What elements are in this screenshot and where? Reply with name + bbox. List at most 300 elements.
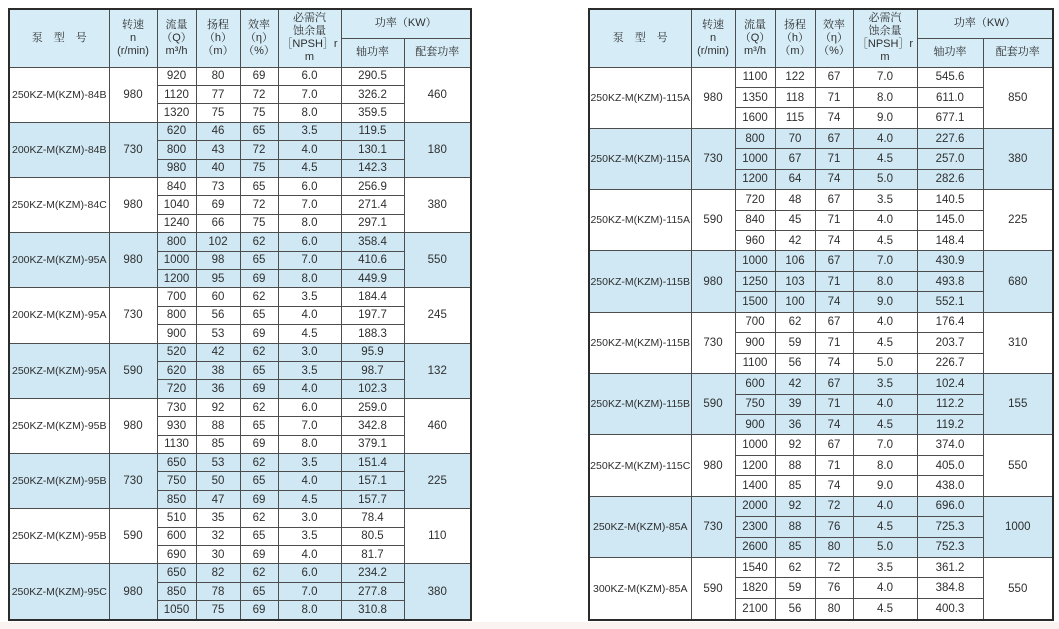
cell-speed: 590	[109, 343, 157, 398]
cell-eff: 75	[240, 214, 278, 232]
col-header-head: 扬程 （h） （m）	[775, 9, 815, 67]
cell-model: 250KZ-M(KZM)-115A	[589, 128, 691, 189]
cell-shaft-power: 677.1	[917, 108, 983, 128]
cell-npsh: 3.0	[278, 509, 341, 527]
cell-flow: 1540	[735, 558, 775, 578]
cell-model: 250KZ-M(KZM)-84B	[9, 67, 109, 122]
cell-head: 92	[775, 435, 815, 455]
cell-eff: 75	[240, 104, 278, 122]
cell-npsh: 7.0	[853, 67, 917, 87]
cell-eff: 71	[815, 394, 853, 414]
cell-flow: 930	[157, 417, 196, 435]
cell-flow: 600	[735, 374, 775, 394]
cell-shaft-power: 112.2	[917, 394, 983, 414]
cell-eff: 76	[815, 578, 853, 598]
cell-eff: 71	[815, 87, 853, 107]
cell-shaft-power: 361.2	[917, 558, 983, 578]
cell-speed: 590	[691, 374, 735, 435]
cell-head: 39	[775, 394, 815, 414]
cell-npsh: 8.0	[278, 214, 341, 232]
cell-speed: 980	[691, 435, 735, 496]
cell-flow: 700	[157, 288, 196, 306]
cell-npsh: 5.0	[853, 169, 917, 189]
cell-shaft-power: 297.1	[341, 214, 404, 232]
cell-flow: 700	[735, 312, 775, 332]
cell-flow: 1000	[735, 149, 775, 169]
cell-shaft-power: 176.4	[917, 312, 983, 332]
cell-head: 40	[196, 159, 240, 177]
cell-flow: 510	[157, 509, 196, 527]
cell-eff: 69	[240, 325, 278, 343]
cell-npsh: 3.5	[278, 362, 341, 380]
cell-eff: 74	[815, 169, 853, 189]
cell-eff: 76	[815, 517, 853, 537]
cell-npsh: 7.0	[278, 196, 341, 214]
cell-eff: 69	[240, 435, 278, 453]
col-header-npsh: 必需汽 蚀余量 ［NPSH］r m	[853, 9, 917, 67]
cell-head: 56	[775, 598, 815, 620]
cell-eff: 62	[240, 233, 278, 251]
cell-npsh: 4.5	[278, 325, 341, 343]
cell-eff: 62	[240, 398, 278, 416]
cell-head: 122	[775, 67, 815, 87]
cell-matched-power: 850	[983, 67, 1053, 128]
cell-head: 62	[775, 312, 815, 332]
cell-npsh: 7.0	[278, 582, 341, 600]
table-row	[589, 312, 1053, 332]
cell-head: 50	[196, 472, 240, 490]
cell-matched-power: 245	[404, 288, 471, 343]
cell-npsh: 4.0	[853, 394, 917, 414]
cell-npsh: 6.0	[278, 177, 341, 195]
cell-npsh: 3.5	[278, 527, 341, 545]
col-header-model: 泵 型 号	[9, 9, 109, 67]
cell-head: 100	[775, 292, 815, 312]
cell-flow: 1820	[735, 578, 775, 598]
table-row	[9, 288, 471, 306]
cell-head: 82	[196, 564, 240, 582]
cell-head: 92	[196, 398, 240, 416]
cell-speed: 730	[109, 122, 157, 177]
cell-flow: 840	[157, 177, 196, 195]
cell-shaft-power: 256.9	[341, 177, 404, 195]
cell-shaft-power: 142.3	[341, 159, 404, 177]
cell-flow: 520	[157, 343, 196, 361]
cell-shaft-power: 140.5	[917, 190, 983, 210]
cell-npsh: 6.0	[278, 564, 341, 582]
cell-npsh: 7.0	[278, 417, 341, 435]
cell-speed: 590	[691, 558, 735, 621]
col-header-power-kw: 功率（KW）	[917, 9, 1053, 38]
cell-npsh: 4.5	[853, 333, 917, 353]
cell-head: 62	[775, 558, 815, 578]
col-header-flow: 流量 （Q） m³/h	[735, 9, 775, 67]
cell-eff: 62	[240, 454, 278, 472]
table-row	[589, 251, 1053, 271]
cell-head: 78	[196, 582, 240, 600]
cell-npsh: 5.0	[853, 353, 917, 373]
cell-head: 46	[196, 122, 240, 140]
cell-eff: 65	[240, 582, 278, 600]
cell-eff: 74	[815, 108, 853, 128]
cell-npsh: 4.0	[278, 141, 341, 159]
cell-flow: 650	[157, 454, 196, 472]
cell-npsh: 8.0	[278, 104, 341, 122]
cell-flow: 1040	[157, 196, 196, 214]
cell-model: 250KZ-M(KZM)-84C	[9, 177, 109, 232]
cell-flow: 1000	[735, 435, 775, 455]
cell-eff: 72	[240, 196, 278, 214]
cell-shaft-power: 184.4	[341, 288, 404, 306]
cell-shaft-power: 81.7	[341, 546, 404, 564]
cell-model: 250KZ-M(KZM)-95B	[9, 398, 109, 453]
cell-eff: 74	[815, 231, 853, 251]
cell-npsh: 4.5	[853, 149, 917, 169]
cell-flow: 600	[157, 527, 196, 545]
header-row-1	[589, 9, 1053, 38]
cell-model: 250KZ-M(KZM)-85A	[589, 496, 691, 557]
cell-head: 59	[775, 333, 815, 353]
cell-shaft-power: 203.7	[917, 333, 983, 353]
cell-eff: 71	[815, 210, 853, 230]
cell-head: 47	[196, 490, 240, 508]
cell-matched-power: 155	[983, 374, 1053, 435]
cell-eff: 65	[240, 122, 278, 140]
cell-head: 70	[775, 128, 815, 148]
cell-npsh: 3.5	[278, 122, 341, 140]
cell-head: 35	[196, 509, 240, 527]
cell-head: 106	[775, 251, 815, 271]
cell-speed: 980	[109, 233, 157, 288]
cell-matched-power: 132	[404, 343, 471, 398]
cell-eff: 69	[240, 546, 278, 564]
cell-head: 53	[196, 325, 240, 343]
cell-head: 75	[196, 104, 240, 122]
cell-flow: 1050	[157, 601, 196, 620]
cell-shaft-power: 130.1	[341, 141, 404, 159]
cell-npsh: 4.5	[853, 231, 917, 251]
cell-head: 45	[775, 210, 815, 230]
cell-npsh: 6.0	[278, 398, 341, 416]
cell-npsh: 8.0	[278, 269, 341, 287]
col-header-model: 泵 型 号	[589, 9, 691, 67]
cell-shaft-power: 95.9	[341, 343, 404, 361]
cell-head: 88	[196, 417, 240, 435]
table-row	[9, 122, 471, 140]
cell-matched-power: 180	[404, 122, 471, 177]
cell-npsh: 4.5	[278, 490, 341, 508]
cell-npsh: 7.0	[278, 85, 341, 103]
cell-flow: 960	[735, 231, 775, 251]
cell-flow: 1250	[735, 271, 775, 291]
cell-flow: 750	[735, 394, 775, 414]
cell-matched-power: 680	[983, 251, 1053, 312]
cell-npsh: 3.0	[278, 343, 341, 361]
cell-head: 69	[196, 196, 240, 214]
cell-flow: 1500	[735, 292, 775, 312]
cell-speed: 730	[691, 312, 735, 373]
cell-flow: 920	[157, 67, 196, 85]
cell-shaft-power: 282.6	[917, 169, 983, 189]
cell-npsh: 3.5	[853, 190, 917, 210]
cell-flow: 900	[735, 414, 775, 434]
cell-shaft-power: 379.1	[341, 435, 404, 453]
cell-shaft-power: 226.7	[917, 353, 983, 373]
cell-head: 48	[775, 190, 815, 210]
cell-matched-power: 1000	[983, 496, 1053, 557]
cell-eff: 72	[815, 496, 853, 516]
table-row	[589, 374, 1053, 394]
table-row	[9, 67, 471, 85]
cell-eff: 65	[240, 527, 278, 545]
cell-npsh: 3.5	[278, 288, 341, 306]
cell-eff: 65	[240, 177, 278, 195]
cell-matched-power: 550	[983, 435, 1053, 496]
cell-model: 250KZ-M(KZM)-115A	[589, 67, 691, 128]
cell-eff: 75	[240, 159, 278, 177]
table-row	[589, 67, 1053, 87]
cell-shaft-power: 611.0	[917, 87, 983, 107]
cell-flow: 1320	[157, 104, 196, 122]
cell-shaft-power: 271.4	[341, 196, 404, 214]
col-header-speed: 转速 n (r/min)	[691, 9, 735, 67]
cell-shaft-power: 410.6	[341, 251, 404, 269]
cell-speed: 730	[109, 454, 157, 509]
col-header-head: 扬程 （h） （m）	[196, 9, 240, 67]
cell-shaft-power: 358.4	[341, 233, 404, 251]
cell-head: 30	[196, 546, 240, 564]
col-header-matched-power: 配套功率	[983, 38, 1053, 67]
col-header-flow: 流量 （Q） m³/h	[157, 9, 196, 67]
table-row	[589, 190, 1053, 210]
col-header-efficiency: 效率 （η） （%）	[240, 9, 278, 67]
cell-matched-power: 460	[404, 398, 471, 453]
cell-shaft-power: 359.5	[341, 104, 404, 122]
cell-flow: 1000	[735, 251, 775, 271]
cell-flow: 720	[157, 380, 196, 398]
cell-speed: 980	[691, 67, 735, 128]
cell-matched-power: 225	[404, 454, 471, 509]
cell-matched-power: 110	[404, 509, 471, 564]
cell-shaft-power: 430.9	[917, 251, 983, 271]
cell-speed: 730	[691, 496, 735, 557]
cell-head: 66	[196, 214, 240, 232]
cell-shaft-power: 438.0	[917, 476, 983, 496]
cell-head: 102	[196, 233, 240, 251]
cell-speed: 590	[691, 190, 735, 251]
pump-spec-table-left	[8, 8, 472, 621]
cell-shaft-power: 725.3	[917, 517, 983, 537]
cell-model: 250KZ-M(KZM)-95A	[9, 343, 109, 398]
cell-head: 92	[775, 496, 815, 516]
cell-speed: 730	[691, 128, 735, 189]
cell-flow: 900	[735, 333, 775, 353]
cell-flow: 720	[735, 190, 775, 210]
cell-npsh: 4.5	[853, 598, 917, 620]
cell-npsh: 7.0	[278, 251, 341, 269]
table-row	[589, 558, 1053, 578]
cell-shaft-power: 259.0	[341, 398, 404, 416]
cell-eff: 67	[815, 435, 853, 455]
cell-model: 250KZ-M(KZM)-115B	[589, 312, 691, 373]
cell-shaft-power: 752.3	[917, 537, 983, 557]
cell-npsh: 4.5	[853, 517, 917, 537]
cell-shaft-power: 545.6	[917, 67, 983, 87]
cell-speed: 980	[109, 398, 157, 453]
cell-matched-power: 380	[404, 177, 471, 232]
cell-flow: 2300	[735, 517, 775, 537]
cell-flow: 620	[157, 122, 196, 140]
cell-eff: 69	[240, 601, 278, 620]
cell-head: 75	[196, 601, 240, 620]
cell-eff: 65	[240, 472, 278, 490]
cell-shaft-power: 157.7	[341, 490, 404, 508]
cell-flow: 900	[157, 325, 196, 343]
cell-npsh: 3.5	[853, 558, 917, 578]
cell-flow: 1000	[157, 251, 196, 269]
cell-shaft-power: 80.5	[341, 527, 404, 545]
cell-flow: 620	[157, 362, 196, 380]
cell-eff: 69	[240, 380, 278, 398]
cell-eff: 62	[240, 509, 278, 527]
cell-flow: 1100	[735, 353, 775, 373]
cell-npsh: 4.0	[278, 472, 341, 490]
cell-flow: 690	[157, 546, 196, 564]
cell-npsh: 8.0	[853, 87, 917, 107]
col-header-matched-power: 配套功率	[404, 38, 471, 67]
cell-shaft-power: 119.5	[341, 122, 404, 140]
cell-shaft-power: 102.3	[341, 380, 404, 398]
cell-flow: 1400	[735, 476, 775, 496]
cell-npsh: 3.5	[853, 374, 917, 394]
cell-head: 36	[196, 380, 240, 398]
cell-model: 250KZ-M(KZM)-95C	[9, 564, 109, 620]
cell-head: 88	[775, 455, 815, 475]
cell-eff: 72	[815, 558, 853, 578]
header-row-1	[9, 9, 471, 38]
cell-head: 80	[196, 67, 240, 85]
table-row	[9, 564, 471, 582]
cell-flow: 1200	[157, 269, 196, 287]
cell-shaft-power: 696.0	[917, 496, 983, 516]
cell-matched-power: 380	[404, 564, 471, 620]
cell-flow: 1600	[735, 108, 775, 128]
cell-head: 60	[196, 288, 240, 306]
table-body	[589, 67, 1053, 620]
cell-npsh: 8.0	[853, 455, 917, 475]
cell-shaft-power: 326.2	[341, 85, 404, 103]
col-header-efficiency: 效率 （η） （%）	[815, 9, 853, 67]
cell-shaft-power: 227.6	[917, 128, 983, 148]
cell-head: 73	[196, 177, 240, 195]
table-body	[9, 67, 471, 620]
col-header-shaft-power: 轴功率	[341, 38, 404, 67]
cell-flow: 650	[157, 564, 196, 582]
cell-head: 88	[775, 517, 815, 537]
table-row	[589, 128, 1053, 148]
cell-flow: 1200	[735, 169, 775, 189]
cell-eff: 67	[815, 374, 853, 394]
cell-flow: 2600	[735, 537, 775, 557]
cell-eff: 67	[815, 128, 853, 148]
cell-npsh: 9.0	[853, 108, 917, 128]
table-row	[9, 233, 471, 251]
cell-eff: 62	[240, 564, 278, 582]
cell-shaft-power: 145.0	[917, 210, 983, 230]
cell-model: 250KZ-M(KZM)-115A	[589, 190, 691, 251]
cell-matched-power: 310	[983, 312, 1053, 373]
cell-eff: 69	[240, 490, 278, 508]
cell-shaft-power: 449.9	[341, 269, 404, 287]
pump-spec-table-right	[588, 8, 1054, 621]
cell-flow: 840	[735, 210, 775, 230]
cell-speed: 980	[109, 564, 157, 620]
cell-npsh: 5.0	[853, 537, 917, 557]
cell-eff: 69	[240, 269, 278, 287]
cell-flow: 1350	[735, 87, 775, 107]
cell-eff: 74	[815, 414, 853, 434]
cell-eff: 65	[240, 251, 278, 269]
cell-eff: 62	[240, 343, 278, 361]
cell-shaft-power: 119.2	[917, 414, 983, 434]
cell-eff: 67	[815, 251, 853, 271]
cell-eff: 74	[815, 353, 853, 373]
cell-model: 250KZ-M(KZM)-115C	[589, 435, 691, 496]
col-header-speed: 转速 n (r/min)	[109, 9, 157, 67]
table-row	[589, 496, 1053, 516]
cell-head: 56	[775, 353, 815, 373]
table-row	[589, 435, 1053, 455]
cell-speed: 980	[109, 177, 157, 232]
cell-npsh: 6.0	[278, 233, 341, 251]
cell-eff: 65	[240, 306, 278, 324]
cell-eff: 72	[240, 85, 278, 103]
cell-npsh: 4.5	[278, 159, 341, 177]
cell-shaft-power: 188.3	[341, 325, 404, 343]
cell-shaft-power: 405.0	[917, 455, 983, 475]
cell-flow: 2000	[735, 496, 775, 516]
cell-npsh: 8.0	[278, 601, 341, 620]
cell-npsh: 7.0	[853, 251, 917, 271]
cell-head: 42	[775, 374, 815, 394]
cell-shaft-power: 98.7	[341, 362, 404, 380]
cell-head: 64	[775, 169, 815, 189]
cell-shaft-power: 493.8	[917, 271, 983, 291]
cell-flow: 800	[157, 306, 196, 324]
table-header	[589, 9, 1053, 67]
cell-flow: 800	[157, 233, 196, 251]
cell-model: 300KZ-M(KZM)-85A	[589, 558, 691, 621]
cell-flow: 1100	[735, 67, 775, 87]
cell-speed: 980	[109, 67, 157, 122]
cell-speed: 980	[691, 251, 735, 312]
cell-eff: 80	[815, 598, 853, 620]
cell-head: 77	[196, 85, 240, 103]
cell-model: 250KZ-M(KZM)-115B	[589, 251, 691, 312]
cell-flow: 850	[157, 490, 196, 508]
cell-head: 42	[196, 343, 240, 361]
table-row	[9, 509, 471, 527]
cell-shaft-power: 374.0	[917, 435, 983, 455]
col-header-shaft-power: 轴功率	[917, 38, 983, 67]
cell-flow: 1240	[157, 214, 196, 232]
cell-shaft-power: 234.2	[341, 564, 404, 582]
cell-shaft-power: 552.1	[917, 292, 983, 312]
cell-eff: 71	[815, 333, 853, 353]
cell-eff: 65	[240, 362, 278, 380]
cell-flow: 2100	[735, 598, 775, 620]
cell-npsh: 4.0	[853, 128, 917, 148]
